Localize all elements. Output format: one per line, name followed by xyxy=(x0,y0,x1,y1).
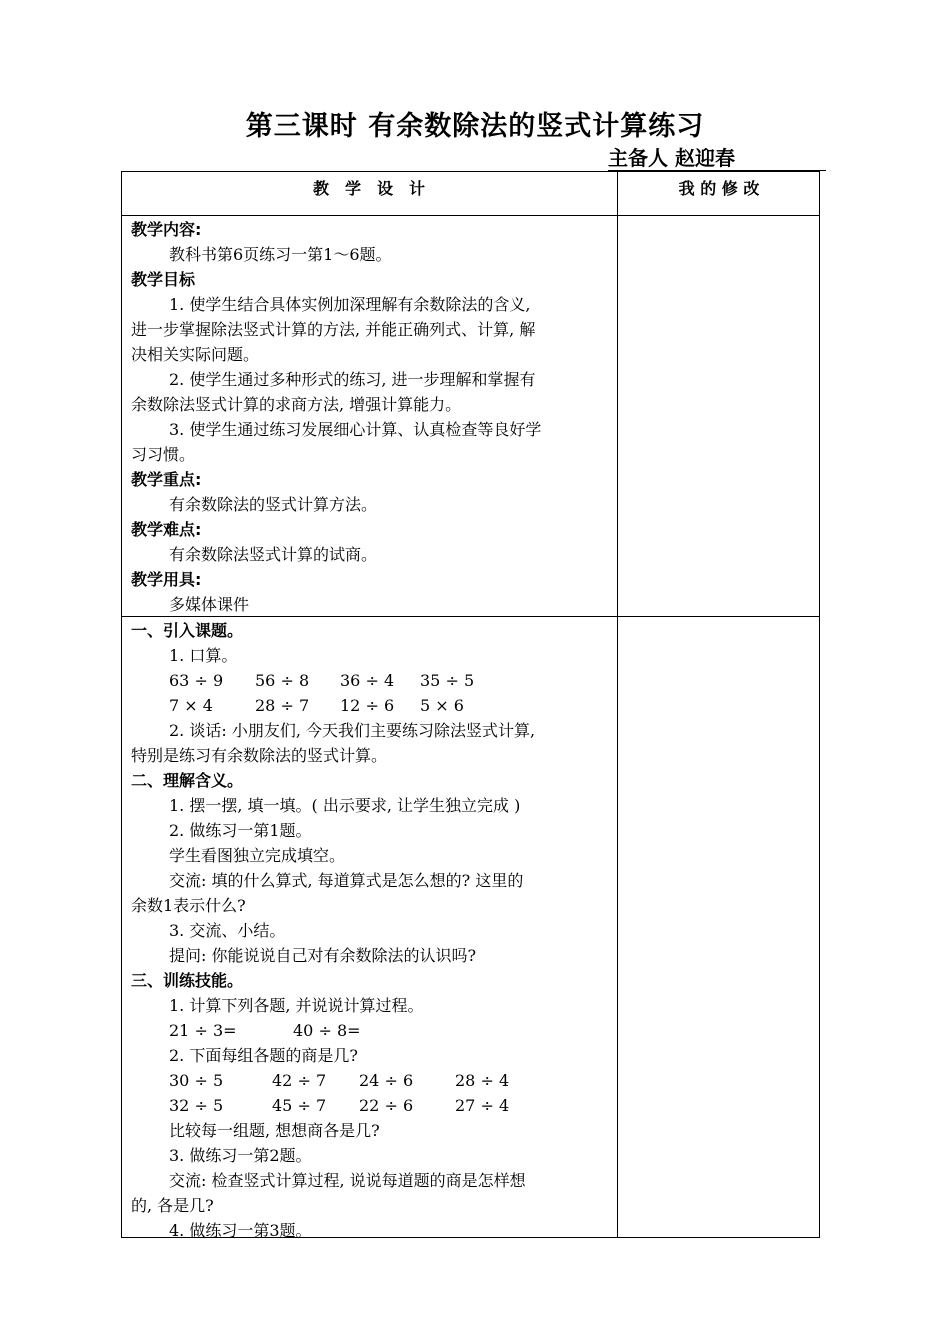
column-divider xyxy=(617,171,618,1238)
goal-3-line-1: 3. 使学生通过练习发展细心计算、认真检查等良好学 xyxy=(169,420,542,439)
quotient-expr: 22 ÷ 6 xyxy=(359,1096,414,1115)
talk-line-1: 2. 谈话: 小朋友们, 今天我们主要练习除法竖式计算, xyxy=(169,721,536,740)
process-section xyxy=(131,618,609,1243)
goal-2-line-1: 2. 使学生通过多种形式的练习, 进一步理解和掌握有 xyxy=(169,370,536,389)
calc-expr: 40 ÷ 8= xyxy=(293,1021,361,1040)
goal-1-line-3: 决相关实际问题。 xyxy=(131,345,260,364)
check-line-2: 的, 各是几? xyxy=(131,1196,214,1215)
section-1-heading: 一、引入课题。 xyxy=(131,621,244,640)
practice-3: 3. 做练习一第2题。 xyxy=(169,1146,312,1165)
key-point-text: 有余数除法的竖式计算方法。 xyxy=(169,495,378,514)
calc-expr: 21 ÷ 3= xyxy=(169,1021,237,1040)
oral-expr: 28 ÷ 7 xyxy=(255,696,310,715)
goal-1-line-1: 1. 使学生结合具体实例加深理解有余数除法的含义, xyxy=(169,295,531,314)
practice-1: 1. 计算下列各题, 并说说计算过程。 xyxy=(169,996,424,1015)
content-heading: 教学内容: xyxy=(131,220,202,239)
author-line: 主备人 赵迎春 xyxy=(608,146,826,171)
quotient-expr: 28 ÷ 4 xyxy=(455,1071,510,1090)
tools-heading: 教学用具: xyxy=(131,570,202,589)
exchange-line-2: 余数1表示什么? xyxy=(131,896,246,915)
quotient-row-2 xyxy=(131,1093,609,1118)
difficulty-heading: 教学难点: xyxy=(131,520,202,539)
page-title: 第三课时 有余数除法的竖式计算练习 xyxy=(245,111,705,142)
oral-calc-item: 1. 口算。 xyxy=(169,646,238,665)
section-3-heading: 三、训练技能。 xyxy=(131,971,244,990)
quotient-expr: 32 ÷ 5 xyxy=(169,1096,224,1115)
quotient-expr: 27 ÷ 4 xyxy=(455,1096,510,1115)
practice-4: 4. 做练习一第3题。 xyxy=(169,1221,312,1240)
activity-1: 1. 摆一摆, 填一填。( 出示要求, 让学生独立完成 ) xyxy=(169,796,521,815)
exchange-line-1: 交流: 填的什么算式, 每道算式是怎么想的? 这里的 xyxy=(169,871,524,890)
header-teaching-design: 教 学 设 计 xyxy=(312,179,425,198)
activity-2: 2. 做练习一第1题。 xyxy=(169,821,312,840)
oral-expr: 7 × 4 xyxy=(169,696,213,715)
practice-2: 2. 下面每组各题的商是几? xyxy=(169,1046,358,1065)
goal-3-line-2: 习习惯。 xyxy=(131,445,196,464)
activity-2-note: 学生看图独立完成填空。 xyxy=(169,846,346,865)
oral-expr: 5 × 6 xyxy=(420,696,464,715)
oral-expr: 35 ÷ 5 xyxy=(420,671,475,690)
oral-calc-row-1 xyxy=(131,668,609,693)
header-divider xyxy=(121,215,820,216)
oral-expr: 63 ÷ 9 xyxy=(169,671,224,690)
calc-row xyxy=(131,1018,609,1043)
talk-line-2: 特别是练习有余数除法的竖式计算。 xyxy=(131,746,388,765)
oral-expr: 12 ÷ 6 xyxy=(340,696,395,715)
header-my-modification: 我 的 修 改 xyxy=(678,179,760,198)
goals-heading: 教学目标 xyxy=(131,270,196,289)
quotient-expr: 30 ÷ 5 xyxy=(169,1071,224,1090)
quotient-expr: 42 ÷ 7 xyxy=(272,1071,327,1090)
goal-2-line-2: 余数除法竖式计算的求商方法, 增强计算能力。 xyxy=(131,395,462,414)
difficulty-text: 有余数除法竖式计算的试商。 xyxy=(169,545,378,564)
objectives-section xyxy=(131,217,609,617)
tools-text: 多媒体课件 xyxy=(169,595,250,614)
quotient-expr: 45 ÷ 7 xyxy=(272,1096,327,1115)
content-text: 教科书第6页练习一第1～6题。 xyxy=(169,245,392,264)
section-2-heading: 二、理解含义。 xyxy=(131,771,244,790)
activity-3: 3. 交流、小结。 xyxy=(169,921,286,940)
key-point-heading: 教学重点: xyxy=(131,470,202,489)
oral-calc-row-2 xyxy=(131,693,609,718)
question-line: 提问: 你能说说自己对有余数除法的认识吗? xyxy=(169,946,477,965)
goal-1-line-2: 进一步掌握除法竖式计算的方法, 并能正确列式、计算, 解 xyxy=(131,320,536,339)
oral-expr: 36 ÷ 4 xyxy=(340,671,395,690)
oral-expr: 56 ÷ 8 xyxy=(255,671,310,690)
quotient-expr: 24 ÷ 6 xyxy=(359,1071,414,1090)
quotient-row-1 xyxy=(131,1068,609,1093)
compare-line: 比较每一组题, 想想商各是几? xyxy=(169,1121,380,1140)
check-line-1: 交流: 检查竖式计算过程, 说说每道题的商是怎样想 xyxy=(169,1171,526,1190)
